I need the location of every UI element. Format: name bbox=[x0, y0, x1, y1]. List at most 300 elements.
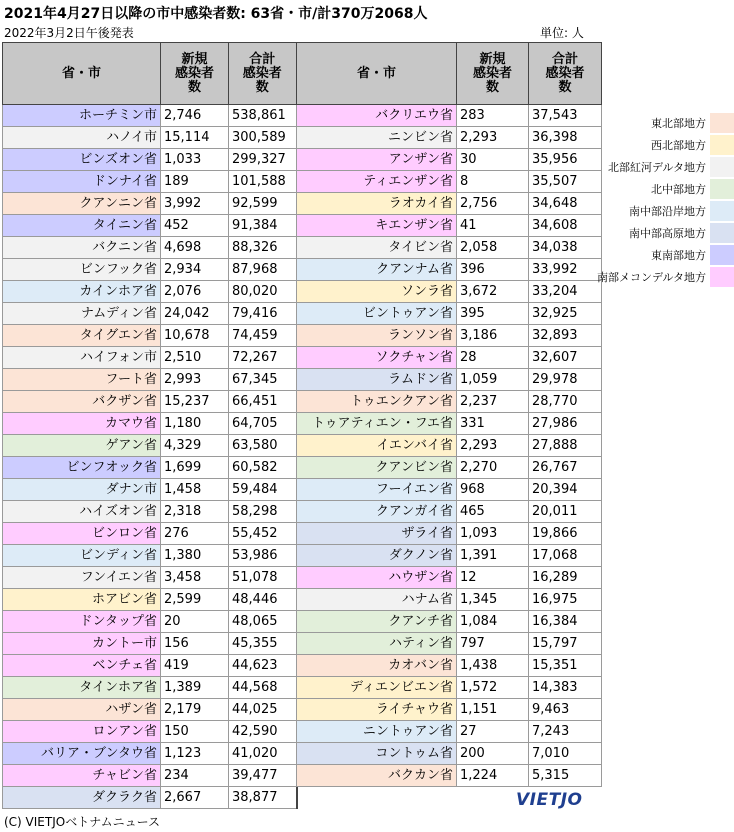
province-name-cell: トゥエンクアン省 bbox=[297, 391, 457, 413]
table-row bbox=[3, 215, 297, 237]
total-cases-cell: 80,020 bbox=[229, 281, 297, 303]
new-cases-cell: 452 bbox=[161, 215, 229, 237]
header-total bbox=[229, 43, 297, 105]
province-name-cell: クアンニン省 bbox=[3, 193, 161, 215]
total-cases-cell: 35,956 bbox=[529, 149, 602, 171]
province-name-cell: ビンロン省 bbox=[3, 523, 161, 545]
region-legend bbox=[596, 112, 734, 288]
header-total-l2: 感染者 bbox=[242, 65, 282, 81]
table-row bbox=[3, 259, 297, 281]
table-row bbox=[3, 655, 297, 677]
province-name-cell: タイグエン省 bbox=[3, 325, 161, 347]
total-cases-cell: 38,877 bbox=[229, 787, 297, 809]
province-name-cell: ソンラ省 bbox=[297, 281, 457, 303]
table-row bbox=[297, 127, 602, 149]
province-name-cell: ザライ省 bbox=[297, 523, 457, 545]
table-row bbox=[297, 765, 602, 787]
header-new bbox=[457, 43, 529, 105]
new-cases-cell: 1,345 bbox=[457, 589, 529, 611]
legend-swatch bbox=[710, 135, 734, 155]
new-cases-cell: 10,678 bbox=[161, 325, 229, 347]
legend-label: 南中部高原地方 bbox=[629, 227, 706, 240]
new-cases-cell: 1,084 bbox=[457, 611, 529, 633]
legend-item bbox=[596, 266, 734, 288]
table-row bbox=[3, 435, 297, 457]
legend-item bbox=[601, 244, 734, 266]
new-cases-cell: 20 bbox=[161, 611, 229, 633]
table-row bbox=[3, 501, 297, 523]
new-cases-cell: 2,270 bbox=[457, 457, 529, 479]
new-cases-cell: 15,237 bbox=[161, 391, 229, 413]
new-cases-cell: 395 bbox=[457, 303, 529, 325]
table-row bbox=[3, 677, 297, 699]
right-table bbox=[296, 42, 602, 787]
header-new-l2: 感染者 bbox=[174, 65, 214, 81]
new-cases-cell: 2,237 bbox=[457, 391, 529, 413]
table-row bbox=[3, 721, 297, 743]
right-table-body bbox=[297, 105, 602, 787]
new-cases-cell: 3,992 bbox=[161, 193, 229, 215]
legend-swatch bbox=[710, 113, 734, 133]
new-cases-cell: 2,076 bbox=[161, 281, 229, 303]
province-name-cell: ビンフオック省 bbox=[3, 457, 161, 479]
legend-item bbox=[601, 112, 734, 134]
table-row bbox=[3, 127, 297, 149]
new-cases-cell: 2,756 bbox=[457, 193, 529, 215]
header-total-l1: 合計 bbox=[551, 51, 578, 67]
province-name-cell: ニンビン省 bbox=[297, 127, 457, 149]
province-name-cell: ドンタップ省 bbox=[3, 611, 161, 633]
total-cases-cell: 55,452 bbox=[229, 523, 297, 545]
province-name-cell: ハナム省 bbox=[297, 589, 457, 611]
legend-item bbox=[601, 178, 734, 200]
total-cases-cell: 32,893 bbox=[529, 325, 602, 347]
unit-label: 単位: 人 bbox=[540, 26, 584, 40]
new-cases-cell: 41 bbox=[457, 215, 529, 237]
total-cases-cell: 26,767 bbox=[529, 457, 602, 479]
province-name-cell: ランソン省 bbox=[297, 325, 457, 347]
header-province: 省・市 bbox=[3, 43, 161, 105]
total-cases-cell: 42,590 bbox=[229, 721, 297, 743]
total-cases-cell: 48,065 bbox=[229, 611, 297, 633]
total-cases-cell: 16,289 bbox=[529, 567, 602, 589]
legend-label: 北部紅河デルタ地方 bbox=[607, 161, 706, 174]
new-cases-cell: 189 bbox=[161, 171, 229, 193]
total-cases-cell: 44,568 bbox=[229, 677, 297, 699]
total-cases-cell: 37,543 bbox=[529, 105, 602, 127]
new-cases-cell: 2,293 bbox=[457, 435, 529, 457]
legend-item bbox=[601, 222, 734, 244]
header-new-l3: 数 bbox=[187, 79, 201, 95]
total-cases-cell: 19,866 bbox=[529, 523, 602, 545]
new-cases-cell: 1,180 bbox=[161, 413, 229, 435]
new-cases-cell: 2,318 bbox=[161, 501, 229, 523]
province-name-cell: ビンディン省 bbox=[3, 545, 161, 567]
total-cases-cell: 33,204 bbox=[529, 281, 602, 303]
header-total bbox=[529, 43, 602, 105]
table-row bbox=[297, 721, 602, 743]
header-total-l2: 感染者 bbox=[545, 65, 585, 81]
province-name-cell: クアンナム省 bbox=[297, 259, 457, 281]
table-row bbox=[3, 325, 297, 347]
new-cases-cell: 3,672 bbox=[457, 281, 529, 303]
total-cases-cell: 60,582 bbox=[229, 457, 297, 479]
table-row bbox=[3, 479, 297, 501]
total-cases-cell: 53,986 bbox=[229, 545, 297, 567]
table-row bbox=[297, 391, 602, 413]
total-cases-cell: 27,888 bbox=[529, 435, 602, 457]
header-new-l1: 新規 bbox=[479, 51, 506, 67]
new-cases-cell: 4,329 bbox=[161, 435, 229, 457]
header-total-l1: 合計 bbox=[249, 51, 276, 67]
new-cases-cell: 419 bbox=[161, 655, 229, 677]
province-name-cell: ラムドン省 bbox=[297, 369, 457, 391]
province-name-cell: ホアビン省 bbox=[3, 589, 161, 611]
total-cases-cell: 48,446 bbox=[229, 589, 297, 611]
table-row bbox=[297, 193, 602, 215]
total-cases-cell: 72,267 bbox=[229, 347, 297, 369]
total-cases-cell: 32,925 bbox=[529, 303, 602, 325]
table-row bbox=[297, 589, 602, 611]
province-name-cell: アンザン省 bbox=[297, 149, 457, 171]
total-cases-cell: 35,507 bbox=[529, 171, 602, 193]
new-cases-cell: 2,934 bbox=[161, 259, 229, 281]
total-cases-cell: 34,648 bbox=[529, 193, 602, 215]
total-cases-cell: 91,384 bbox=[229, 215, 297, 237]
legend-swatch bbox=[710, 223, 734, 243]
table-row bbox=[297, 611, 602, 633]
header-new-l3: 数 bbox=[485, 79, 499, 95]
legend-item bbox=[601, 200, 734, 222]
total-cases-cell: 101,588 bbox=[229, 171, 297, 193]
legend-label: 南中部沿岸地方 bbox=[629, 205, 706, 218]
total-cases-cell: 17,068 bbox=[529, 545, 602, 567]
legend-label: 東北部地方 bbox=[651, 117, 706, 130]
total-cases-cell: 16,384 bbox=[529, 611, 602, 633]
legend-swatch bbox=[710, 267, 734, 287]
province-name-cell: ホーチミン市 bbox=[3, 105, 161, 127]
new-cases-cell: 1,458 bbox=[161, 479, 229, 501]
new-cases-cell: 1,093 bbox=[457, 523, 529, 545]
table-row bbox=[3, 105, 297, 127]
total-cases-cell: 74,459 bbox=[229, 325, 297, 347]
new-cases-cell: 276 bbox=[161, 523, 229, 545]
table-row bbox=[3, 523, 297, 545]
new-cases-cell: 4,698 bbox=[161, 237, 229, 259]
new-cases-cell: 15,114 bbox=[161, 127, 229, 149]
legend-label: 北中部地方 bbox=[651, 183, 706, 196]
table-row bbox=[297, 259, 602, 281]
new-cases-cell: 2,510 bbox=[161, 347, 229, 369]
province-name-cell: ダナン市 bbox=[3, 479, 161, 501]
table-row bbox=[297, 215, 602, 237]
new-cases-cell: 396 bbox=[457, 259, 529, 281]
total-cases-cell: 64,705 bbox=[229, 413, 297, 435]
new-cases-cell: 8 bbox=[457, 171, 529, 193]
total-cases-cell: 15,797 bbox=[529, 633, 602, 655]
province-name-cell: バクカン省 bbox=[297, 765, 457, 787]
total-cases-cell: 63,580 bbox=[229, 435, 297, 457]
table-row bbox=[3, 413, 297, 435]
new-cases-cell: 1,391 bbox=[457, 545, 529, 567]
province-name-cell: ハイフォン市 bbox=[3, 347, 161, 369]
province-name-cell: クアンビン省 bbox=[297, 457, 457, 479]
table-row bbox=[3, 567, 297, 589]
total-cases-cell: 15,351 bbox=[529, 655, 602, 677]
table-row bbox=[3, 611, 297, 633]
province-name-cell: バクリエウ省 bbox=[297, 105, 457, 127]
table-row bbox=[3, 589, 297, 611]
table-row bbox=[297, 303, 602, 325]
total-cases-cell: 34,038 bbox=[529, 237, 602, 259]
right-header-row bbox=[297, 43, 602, 105]
province-name-cell: ビンフック省 bbox=[3, 259, 161, 281]
province-name-cell: ライチャウ省 bbox=[297, 699, 457, 721]
new-cases-cell: 2,293 bbox=[457, 127, 529, 149]
table-row bbox=[3, 281, 297, 303]
province-name-cell: ハティン省 bbox=[297, 633, 457, 655]
new-cases-cell: 1,438 bbox=[457, 655, 529, 677]
province-name-cell: バクザン省 bbox=[3, 391, 161, 413]
table-row bbox=[297, 501, 602, 523]
legend-label: 東南部地方 bbox=[651, 249, 706, 262]
table-row bbox=[3, 237, 297, 259]
new-cases-cell: 24,042 bbox=[161, 303, 229, 325]
province-name-cell: ハウザン省 bbox=[297, 567, 457, 589]
header-total-l3: 数 bbox=[255, 79, 269, 95]
new-cases-cell: 2,667 bbox=[161, 787, 229, 809]
table-row bbox=[297, 743, 602, 765]
province-name-cell: ビンズオン省 bbox=[3, 149, 161, 171]
table-row bbox=[3, 699, 297, 721]
table-row bbox=[297, 325, 602, 347]
province-name-cell: クアンチ省 bbox=[297, 611, 457, 633]
total-cases-cell: 79,416 bbox=[229, 303, 297, 325]
table-row bbox=[3, 391, 297, 413]
table-row bbox=[297, 545, 602, 567]
new-cases-cell: 150 bbox=[161, 721, 229, 743]
total-cases-cell: 44,025 bbox=[229, 699, 297, 721]
table-row bbox=[297, 479, 602, 501]
publish-date: 2022年3月2日午後発表 bbox=[4, 26, 134, 40]
province-name-cell: フーイエン省 bbox=[297, 479, 457, 501]
legend-swatch bbox=[710, 179, 734, 199]
total-cases-cell: 88,326 bbox=[229, 237, 297, 259]
table-row bbox=[297, 105, 602, 127]
table-row bbox=[297, 567, 602, 589]
new-cases-cell: 3,458 bbox=[161, 567, 229, 589]
total-cases-cell: 92,599 bbox=[229, 193, 297, 215]
total-cases-cell: 59,484 bbox=[229, 479, 297, 501]
total-cases-cell: 58,298 bbox=[229, 501, 297, 523]
table-row bbox=[297, 633, 602, 655]
total-cases-cell: 20,394 bbox=[529, 479, 602, 501]
total-cases-cell: 20,011 bbox=[529, 501, 602, 523]
total-cases-cell: 28,770 bbox=[529, 391, 602, 413]
legend-swatch bbox=[710, 245, 734, 265]
table-row bbox=[297, 677, 602, 699]
left-table-body bbox=[3, 105, 297, 809]
table-row bbox=[297, 237, 602, 259]
province-name-cell: ハノイ市 bbox=[3, 127, 161, 149]
table-row bbox=[3, 347, 297, 369]
province-name-cell: クアンガイ省 bbox=[297, 501, 457, 523]
table-row bbox=[3, 787, 297, 809]
header-new-l1: 新規 bbox=[181, 51, 208, 67]
total-cases-cell: 41,020 bbox=[229, 743, 297, 765]
province-name-cell: トゥアティエン・フエ省 bbox=[297, 413, 457, 435]
total-cases-cell: 14,383 bbox=[529, 677, 602, 699]
copyright: (C) VIETJOベトナムニュース bbox=[4, 815, 161, 829]
province-name-cell: ダクラク省 bbox=[3, 787, 161, 809]
province-name-cell: カマウ省 bbox=[3, 413, 161, 435]
province-name-cell: バリア・ブンタウ省 bbox=[3, 743, 161, 765]
new-cases-cell: 465 bbox=[457, 501, 529, 523]
left-table bbox=[2, 42, 298, 809]
total-cases-cell: 44,623 bbox=[229, 655, 297, 677]
province-name-cell: チャビン省 bbox=[3, 765, 161, 787]
legend-label: 南部メコンデルタ地方 bbox=[596, 271, 706, 284]
total-cases-cell: 39,477 bbox=[229, 765, 297, 787]
table-row bbox=[3, 765, 297, 787]
new-cases-cell: 3,186 bbox=[457, 325, 529, 347]
table-row bbox=[3, 171, 297, 193]
new-cases-cell: 2,179 bbox=[161, 699, 229, 721]
table-row bbox=[3, 369, 297, 391]
table-row bbox=[297, 369, 602, 391]
new-cases-cell: 1,224 bbox=[457, 765, 529, 787]
new-cases-cell: 156 bbox=[161, 633, 229, 655]
province-name-cell: フンイエン省 bbox=[3, 567, 161, 589]
table-row bbox=[297, 457, 602, 479]
total-cases-cell: 33,992 bbox=[529, 259, 602, 281]
province-name-cell: ベンチェ省 bbox=[3, 655, 161, 677]
province-name-cell: ラオカイ省 bbox=[297, 193, 457, 215]
province-name-cell: バクニン省 bbox=[3, 237, 161, 259]
left-header-row bbox=[3, 43, 297, 105]
new-cases-cell: 200 bbox=[457, 743, 529, 765]
total-cases-cell: 299,327 bbox=[229, 149, 297, 171]
new-cases-cell: 1,389 bbox=[161, 677, 229, 699]
province-name-cell: ディエンビエン省 bbox=[297, 677, 457, 699]
total-cases-cell: 45,355 bbox=[229, 633, 297, 655]
total-cases-cell: 32,607 bbox=[529, 347, 602, 369]
new-cases-cell: 1,033 bbox=[161, 149, 229, 171]
legend-item bbox=[601, 156, 734, 178]
province-name-cell: イエンバイ省 bbox=[297, 435, 457, 457]
table-row bbox=[3, 743, 297, 765]
new-cases-cell: 1,123 bbox=[161, 743, 229, 765]
new-cases-cell: 28 bbox=[457, 347, 529, 369]
new-cases-cell: 2,746 bbox=[161, 105, 229, 127]
total-cases-cell: 27,986 bbox=[529, 413, 602, 435]
new-cases-cell: 2,058 bbox=[457, 237, 529, 259]
new-cases-cell: 12 bbox=[457, 567, 529, 589]
table-row bbox=[297, 149, 602, 171]
province-name-cell: ロンアン省 bbox=[3, 721, 161, 743]
new-cases-cell: 234 bbox=[161, 765, 229, 787]
table-row bbox=[297, 435, 602, 457]
total-cases-cell: 87,968 bbox=[229, 259, 297, 281]
province-name-cell: ソクチャン省 bbox=[297, 347, 457, 369]
new-cases-cell: 283 bbox=[457, 105, 529, 127]
province-name-cell: ハイズオン省 bbox=[3, 501, 161, 523]
province-name-cell: ティエンザン省 bbox=[297, 171, 457, 193]
province-name-cell: コントゥム省 bbox=[297, 743, 457, 765]
table-row bbox=[297, 171, 602, 193]
table-row bbox=[3, 545, 297, 567]
legend-swatch bbox=[710, 201, 734, 221]
total-cases-cell: 538,861 bbox=[229, 105, 297, 127]
province-name-cell: ハザン省 bbox=[3, 699, 161, 721]
legend-swatch bbox=[710, 157, 734, 177]
new-cases-cell: 331 bbox=[457, 413, 529, 435]
table-row bbox=[3, 149, 297, 171]
table-row bbox=[297, 523, 602, 545]
total-cases-cell: 29,978 bbox=[529, 369, 602, 391]
total-cases-cell: 36,398 bbox=[529, 127, 602, 149]
table-row bbox=[297, 655, 602, 677]
table-row bbox=[3, 633, 297, 655]
vietjo-logo: VIETJO bbox=[516, 790, 583, 810]
new-cases-cell: 2,993 bbox=[161, 369, 229, 391]
total-cases-cell: 34,608 bbox=[529, 215, 602, 237]
total-cases-cell: 300,589 bbox=[229, 127, 297, 149]
new-cases-cell: 27 bbox=[457, 721, 529, 743]
total-cases-cell: 9,463 bbox=[529, 699, 602, 721]
province-name-cell: タインホア省 bbox=[3, 677, 161, 699]
new-cases-cell: 797 bbox=[457, 633, 529, 655]
total-cases-cell: 16,975 bbox=[529, 589, 602, 611]
new-cases-cell: 1,699 bbox=[161, 457, 229, 479]
total-cases-cell: 5,315 bbox=[529, 765, 602, 787]
new-cases-cell: 2,599 bbox=[161, 589, 229, 611]
province-name-cell: ドンナイ省 bbox=[3, 171, 161, 193]
province-name-cell: カオバン省 bbox=[297, 655, 457, 677]
header-new-l2: 感染者 bbox=[472, 65, 512, 81]
new-cases-cell: 1,380 bbox=[161, 545, 229, 567]
total-cases-cell: 7,243 bbox=[529, 721, 602, 743]
province-name-cell: キエンザン省 bbox=[297, 215, 457, 237]
total-cases-cell: 66,451 bbox=[229, 391, 297, 413]
new-cases-cell: 30 bbox=[457, 149, 529, 171]
header-province: 省・市 bbox=[297, 43, 457, 105]
total-cases-cell: 7,010 bbox=[529, 743, 602, 765]
page-title: 2021年4月27日以降の市中感染者数: 63省・市/計370万2068人 bbox=[4, 6, 428, 22]
province-name-cell: タイニン省 bbox=[3, 215, 161, 237]
province-name-cell: ダクノン省 bbox=[297, 545, 457, 567]
province-name-cell: ニントゥアン省 bbox=[297, 721, 457, 743]
table-row bbox=[297, 413, 602, 435]
province-name-cell: カントー市 bbox=[3, 633, 161, 655]
province-name-cell: カインホア省 bbox=[3, 281, 161, 303]
province-name-cell: ナムディン省 bbox=[3, 303, 161, 325]
province-name-cell: フート省 bbox=[3, 369, 161, 391]
province-name-cell: ビントゥアン省 bbox=[297, 303, 457, 325]
table-row bbox=[297, 347, 602, 369]
new-cases-cell: 1,572 bbox=[457, 677, 529, 699]
table-row bbox=[3, 457, 297, 479]
new-cases-cell: 968 bbox=[457, 479, 529, 501]
total-cases-cell: 67,345 bbox=[229, 369, 297, 391]
legend-item bbox=[601, 134, 734, 156]
table-row bbox=[3, 303, 297, 325]
legend-label: 西北部地方 bbox=[651, 139, 706, 152]
province-name-cell: タイビン省 bbox=[297, 237, 457, 259]
header-total-l3: 数 bbox=[558, 79, 572, 95]
province-name-cell: ゲアン省 bbox=[3, 435, 161, 457]
header-new bbox=[161, 43, 229, 105]
